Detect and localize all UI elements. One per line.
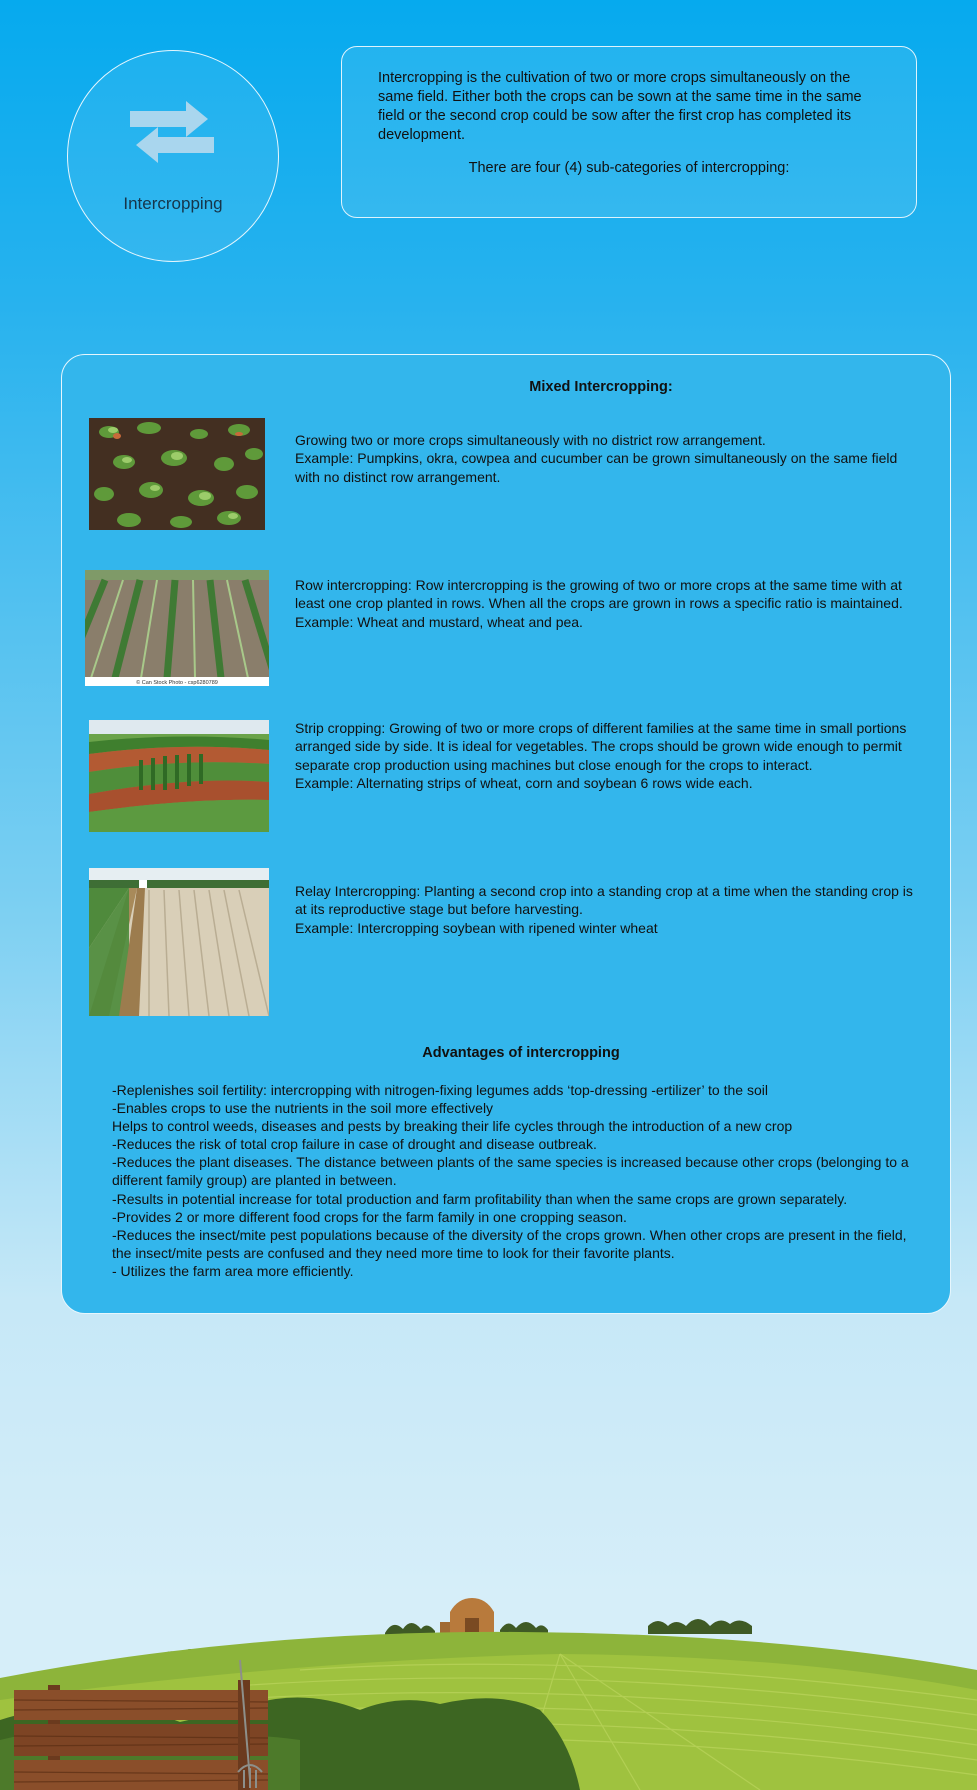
advantages-list (112, 1081, 912, 1280)
advantage-item: -Provides 2 or more different food crops for the farm family in one cropping season. (112, 1208, 627, 1225)
desc-line: Relay Intercropping: Planting a second crop into a standing crop at a time when the standing crop is at its reproductive stage but before harvesting. (295, 883, 913, 918)
subcategories-text: There are four (4) sub-categories of intercropping: (468, 160, 790, 176)
advantage-item: Helps to control weeds, diseases and pests by breaking their life cycles through the introduction of a new crop (112, 1118, 793, 1135)
desc-line: Strip cropping: Growing of two or more crops of different families at the same time in small portions arranged side by side. It is ideal for vegetables. The crops should be grown wide enough to permit separate crop production using machines but close enough for the crops to interact. (295, 720, 907, 773)
intercropping-circle (67, 50, 279, 262)
circle-title: Intercropping (123, 194, 223, 213)
desc-line: Example: Wheat and mustard, wheat and pea. (295, 613, 583, 630)
relay-crop-photo (89, 868, 269, 1016)
desc-line: Row intercropping: Row intercropping is the growing of two or more crops at the same time with at least one crop planted in rows. When all the crops are grown in rows a specific ratio is maintained. (295, 577, 903, 612)
desc-line: Example: Alternating strips of wheat, corn and soybean 6 rows wide each. (295, 774, 753, 791)
intro-box (341, 46, 917, 218)
strip-crop-photo (89, 720, 269, 832)
advantage-item: -Reduces the insect/mite pest populations because of the diversity of the crops grown. When other crops are present in the field, the insect/mite pests are confused and they need more time to look for their favorite plants. (112, 1226, 907, 1261)
mixed-crop-photo (89, 418, 265, 530)
desc-line: Example: Intercropping soybean with ripened winter wheat (295, 919, 658, 936)
content-panel (61, 354, 951, 1314)
advantage-item: -Results in potential increase for total production and farm profitability than when the same crops are grown separately. (112, 1190, 848, 1207)
intro-text: Intercropping is the cultivation of two or more crops simultaneously on the same field. Either both the crops can be sown at the same time in the same field or the second crop could be sow after the first crop has completed its development. (378, 70, 862, 143)
desc-line: Example: Pumpkins, okra, cowpea and cucumber can be grown simultaneously on the same field with no distinct row arrangement. (295, 450, 898, 485)
row-crop-photo (85, 570, 269, 686)
advantage-item: -Reduces the plant diseases. The distance between plants of the same species is increased because other crops (belonging to a different family group) are planted in between. (112, 1154, 909, 1189)
mixed-intercropping-desc (295, 431, 925, 486)
wooden-signboard (14, 1680, 268, 1790)
swap-arrows-icon (130, 101, 214, 163)
advantage-item: -Replenishes soil fertility: intercropping with nitrogen-fixing legumes adds ‘top-dressing -ertilizer’ to the soil (112, 1082, 768, 1098)
photo-caption: © Can Stock Photo - csp6280789 (136, 680, 218, 686)
advantage-item: -Reduces the risk of total crop failure in case of drought and disease outbreak. (112, 1136, 597, 1153)
advantage-item: -Enables crops to use the nutrients in the soil more effectively (112, 1100, 494, 1117)
relay-intercropping-desc (295, 882, 925, 937)
panel-title: Mixed Intercropping: (529, 379, 673, 395)
advantage-item: - Utilizes the farm area more efficiently. (112, 1262, 354, 1279)
barn (440, 1598, 494, 1634)
row-intercropping-desc (295, 576, 925, 631)
strip-cropping-desc (295, 719, 925, 792)
desc-line: Growing two or more crops simultaneously with no district row arrangement. (295, 432, 766, 448)
advantages-title: Advantages of intercropping (422, 1045, 620, 1061)
farm-scene-illustration (0, 1590, 977, 1790)
